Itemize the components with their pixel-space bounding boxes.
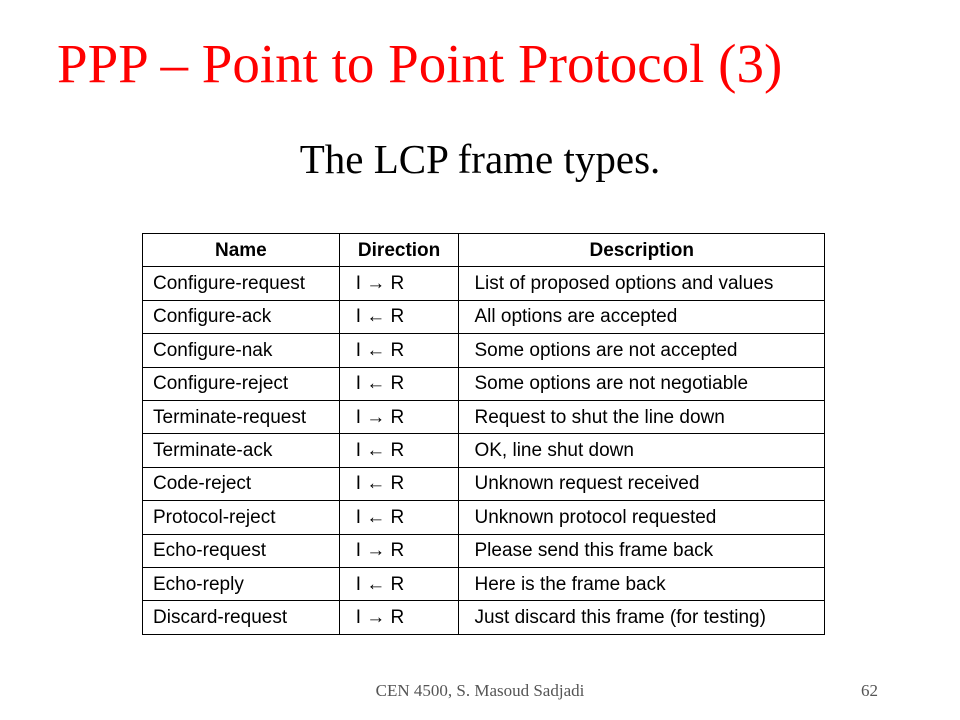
table-row — [143, 434, 825, 467]
description-cell: Unknown request received — [459, 467, 825, 500]
column-header-name: Name — [143, 234, 340, 267]
column-header-direction: Direction — [339, 234, 459, 267]
frame-name-cell: Configure-nak — [143, 334, 340, 367]
description-cell: List of proposed options and values — [459, 267, 825, 300]
table-row — [143, 300, 825, 333]
description-cell: Request to shut the line down — [459, 400, 825, 433]
description-cell: Please send this frame back — [459, 534, 825, 567]
frame-name-cell: Echo-request — [143, 534, 340, 567]
frame-name-cell: Configure-ack — [143, 300, 340, 333]
frame-name-cell: Protocol-reject — [143, 501, 340, 534]
table-row — [143, 601, 825, 634]
frame-name-cell: Echo-reply — [143, 567, 340, 600]
description-cell: Some options are not negotiable — [459, 367, 825, 400]
description-cell: Here is the frame back — [459, 567, 825, 600]
frame-name-cell: Terminate-ack — [143, 434, 340, 467]
direction-cell: I → R — [339, 534, 459, 567]
direction-cell: I ← R — [339, 467, 459, 500]
description-cell: Some options are not accepted — [459, 334, 825, 367]
table-row — [143, 400, 825, 433]
frame-name-cell: Terminate-request — [143, 400, 340, 433]
page-number: 62 — [861, 681, 878, 700]
slide-title: PPP – Point to Point Protocol (3) — [57, 33, 783, 94]
table-row — [143, 267, 825, 300]
direction-cell: I ← R — [339, 501, 459, 534]
direction-cell: I ← R — [339, 300, 459, 333]
direction-cell: I ← R — [339, 567, 459, 600]
slide-subtitle: The LCP frame types. — [299, 136, 661, 182]
footer-text: CEN 4500, S. Masoud Sadjadi — [375, 681, 585, 700]
lcp-frame-types-table — [142, 233, 825, 635]
frame-name-cell: Code-reject — [143, 467, 340, 500]
direction-cell: I → R — [339, 400, 459, 433]
description-cell: OK, line shut down — [459, 434, 825, 467]
table-row — [143, 501, 825, 534]
direction-cell: I ← R — [339, 367, 459, 400]
table-row — [143, 334, 825, 367]
frame-name-cell: Discard-request — [143, 601, 340, 634]
table-row — [143, 467, 825, 500]
table-body — [143, 267, 825, 634]
direction-cell: I → R — [339, 267, 459, 300]
direction-cell: I → R — [339, 601, 459, 634]
description-cell: Just discard this frame (for testing) — [459, 601, 825, 634]
column-header-description: Description — [459, 234, 825, 267]
table-row — [143, 367, 825, 400]
description-cell: All options are accepted — [459, 300, 825, 333]
frame-name-cell: Configure-request — [143, 267, 340, 300]
table-row — [143, 534, 825, 567]
direction-cell: I ← R — [339, 434, 459, 467]
frame-name-cell: Configure-reject — [143, 367, 340, 400]
direction-cell: I ← R — [339, 334, 459, 367]
description-cell: Unknown protocol requested — [459, 501, 825, 534]
table-row — [143, 567, 825, 600]
table-header-row — [143, 234, 825, 267]
